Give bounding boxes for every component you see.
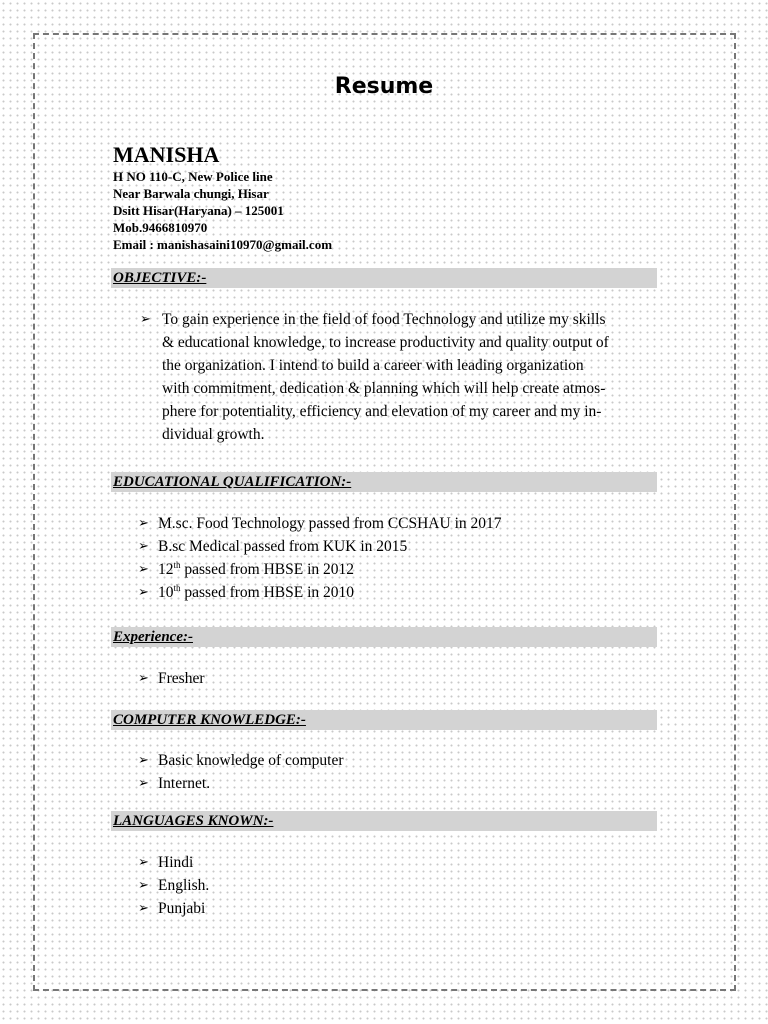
bullet-arrow-icon: ➢ bbox=[138, 516, 149, 531]
bullet-arrow-icon: ➢ bbox=[138, 901, 149, 916]
education-item-text: passed from HBSE in 2010 bbox=[180, 584, 355, 601]
list-item bbox=[138, 581, 502, 604]
objective-line: the organization. I intend to build a career with leading organization bbox=[162, 357, 584, 374]
languages-heading: LANGUAGES KNOWN:- bbox=[111, 811, 657, 831]
education-item-text: 10 bbox=[158, 584, 174, 601]
ordinal-suffix: th bbox=[173, 582, 181, 593]
languages-list bbox=[138, 851, 209, 920]
email-address: Email : manishasaini10970@gmail.com bbox=[113, 237, 333, 252]
education-item-text: B.sc Medical passed from KUK in 2015 bbox=[158, 538, 408, 555]
bullet-arrow-icon: ➢ bbox=[138, 671, 149, 686]
bullet-arrow-icon: ➢ bbox=[138, 539, 149, 554]
list-item bbox=[138, 535, 502, 558]
list-item bbox=[138, 749, 344, 772]
education-list bbox=[138, 512, 502, 604]
objective-heading: OBJECTIVE:- bbox=[111, 268, 657, 288]
contact-block bbox=[113, 168, 332, 253]
language-item-text: Hindi bbox=[158, 854, 194, 871]
language-item-text: Punjabi bbox=[158, 900, 206, 917]
education-item-text: 12 bbox=[158, 561, 174, 578]
address-line-1: H NO 110-C, New Police line bbox=[113, 169, 273, 184]
list-item bbox=[138, 512, 502, 535]
candidate-name: MANISHA bbox=[113, 142, 220, 167]
bullet-arrow-icon: ➢ bbox=[138, 878, 149, 893]
bullet-arrow-icon: ➢ bbox=[138, 753, 149, 768]
list-item bbox=[138, 667, 205, 690]
computer-list bbox=[138, 749, 344, 795]
language-item-text: English. bbox=[158, 877, 210, 894]
bullet-arrow-icon: ➢ bbox=[140, 312, 151, 327]
objective-line: To gain experience in the field of food Technology and utilize my skills bbox=[162, 311, 606, 328]
bullet-arrow-icon: ➢ bbox=[138, 855, 149, 870]
list-item bbox=[138, 772, 344, 795]
objective-line: phere for potentiality, efficiency and elevation of my career and my in- bbox=[162, 403, 602, 420]
computer-item-text: Basic knowledge of computer bbox=[158, 752, 344, 769]
objective-line: dividual growth. bbox=[162, 426, 265, 443]
list-item bbox=[138, 851, 209, 874]
objective-line: & educational knowledge, to increase productivity and quality output of bbox=[162, 334, 609, 351]
bullet-arrow-icon: ➢ bbox=[138, 585, 149, 600]
education-heading: EDUCATIONAL QUALIFICATION:- bbox=[111, 472, 657, 492]
address-line-2: Near Barwala chungi, Hisar bbox=[113, 186, 269, 201]
experience-list bbox=[138, 667, 205, 690]
ordinal-suffix: th bbox=[173, 559, 181, 570]
bullet-arrow-icon: ➢ bbox=[138, 562, 149, 577]
list-item bbox=[138, 558, 502, 581]
mobile-number: Mob.9466810970 bbox=[113, 220, 208, 235]
computer-item-text: Internet. bbox=[158, 775, 211, 792]
computer-heading: COMPUTER KNOWLEDGE:- bbox=[111, 710, 657, 730]
education-item-text: M.sc. Food Technology passed from CCSHAU in 2017 bbox=[158, 515, 502, 532]
address-line-3: Dsitt Hisar(Haryana) – 125001 bbox=[113, 203, 284, 218]
experience-heading: Experience:- bbox=[111, 627, 657, 647]
objective-text bbox=[140, 308, 660, 446]
experience-item-text: Fresher bbox=[158, 670, 205, 687]
bullet-arrow-icon: ➢ bbox=[138, 776, 149, 791]
list-item bbox=[138, 897, 209, 920]
list-item bbox=[138, 874, 209, 897]
page-title: Resume bbox=[334, 74, 434, 99]
objective-line: with commitment, dedication & planning which will help create atmos- bbox=[162, 380, 606, 397]
education-item-text: passed from HBSE in 2012 bbox=[180, 561, 355, 578]
